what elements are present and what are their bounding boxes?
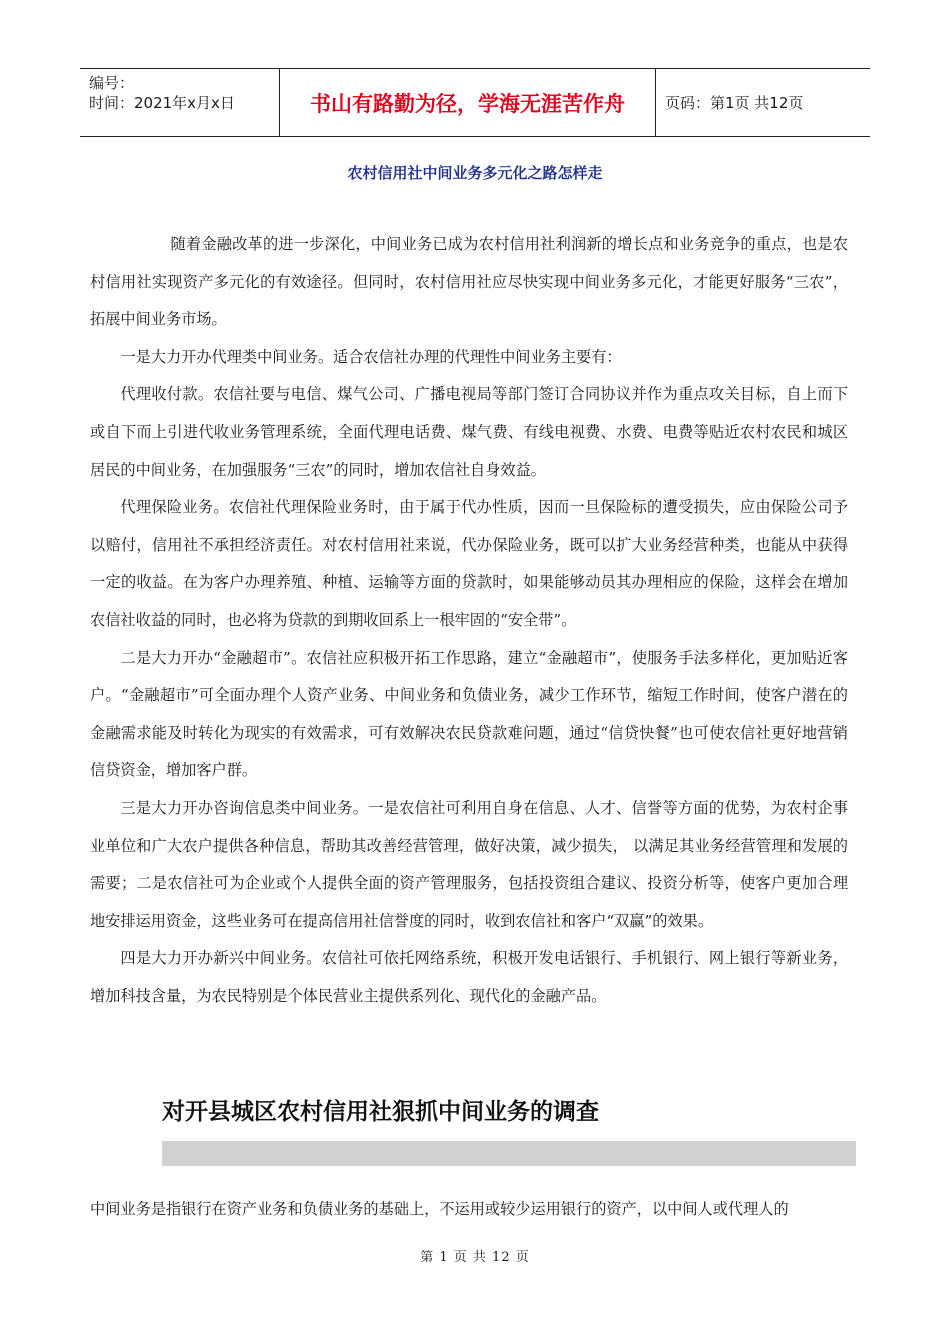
header-table [80,68,870,137]
paragraph: 三是大力开办咨询信息类中间业务。一是农信社可利用自身在信息、人才、信誉等方面的优势，为农村企事业单位和广大农户提供各种信息，帮助其改善经营管理，做好决策，减少损失， 以满足其业务经营管理和发展的需要；二是农信社可为企业或个人提供全面的资产管理服务，包括投资组合建议、投资分析等，使客户更加合理地安排运用资金，这些业务可在提高信用社信誉度的同时，收到农信社和客户“双赢”的效果。 [90,798,848,930]
paragraph: 代理收付款。农信社要与电信、煤气公司、广播电视局等部门签订合同协议并作为重点攻关目标，自上而下或自下而上引进代收业务管理系统，全面代理电话费、煤气费、有线电视费、水费、电费等贴近农村农民和城区居民的中间业务，在加强服务“三农”的同时，增加农信社自身效益。 [90,385,848,479]
header-page-info: 页码：第1页 共12页 [665,94,804,112]
paragraph: 四是大力开办新兴中间业务。农信社可依托网络系统，积极开发电话银行、手机银行、网上银行等新业务，增加科技含量，为农民特别是个体民营业主提供系列化、现代化的金融产品。 [90,949,848,1005]
document-title: 农村信用社中间业务多元化之路怎样走 [347,164,603,182]
header-motto: 书山有路勤为径，学海无涯苦作舟 [280,69,656,136]
section-divider-bar [162,1141,856,1166]
paragraph: 代理保险业务。农信社代理保险业务时，由于属于代办性质，因而一旦保险标的遭受损失，应由保险公司予以赔付，信用社不承担经济责任。对农村信用社来说，代办保险业务，既可以扩大业务经营种类，也能从中获得一定的收益。在为客户办理养殖、种植、运输等方面的贷款时，如果能够动员其办理相应的保险，这样会在增加农信社收益的同时，也必将为贷款的到期收回系上一根牢固的“安全带”。 [90,498,848,629]
paragraph: 二是大力开办“金融超市”。农信社应积极开拓工作思路，建立“金融超市”，使服务手法多样化，更加贴近客户。“金融超市”可全面办理个人资产业务、中间业务和负债业务，减少工作环节，缩短工作时间，使客户潜在的金融需求能及时转化为现实的有效需求，可有效解决农民贷款难问题，通过“信贷快餐”也可使农信社更好地营销信贷资金，增加客户群。 [90,648,848,780]
section-heading: 对开县城区农村信用社狠抓中间业务的调查 [162,1099,599,1125]
page-footer: 第 1 页 共 12 页 [420,1250,530,1265]
header-meta-cell [80,69,280,136]
document-date-label: 时间：2021年x月x日 [89,94,235,112]
paragraph: 随着金融改革的进一步深化，中间业务已成为农村信用社利润新的增长点和业务竞争的重点，也是农村信用社实现资产多元化的有效途径。但同时，农村信用社应尽快实现中间业务多元化，才能更好服务“三农”，拓展中间业务市场。 [90,235,848,329]
document-body [90,226,848,1015]
continued-paragraph: 中间业务是指银行在资产业务和负债业务的基础上，不运用或较少运用银行的资产，以中间人或代理人的 [90,1200,789,1218]
paragraph: 一是大力开办代理类中间业务。适合农信社办理的代理性中间业务主要有： [120,347,622,366]
document-number-label: 编号： [89,74,135,92]
